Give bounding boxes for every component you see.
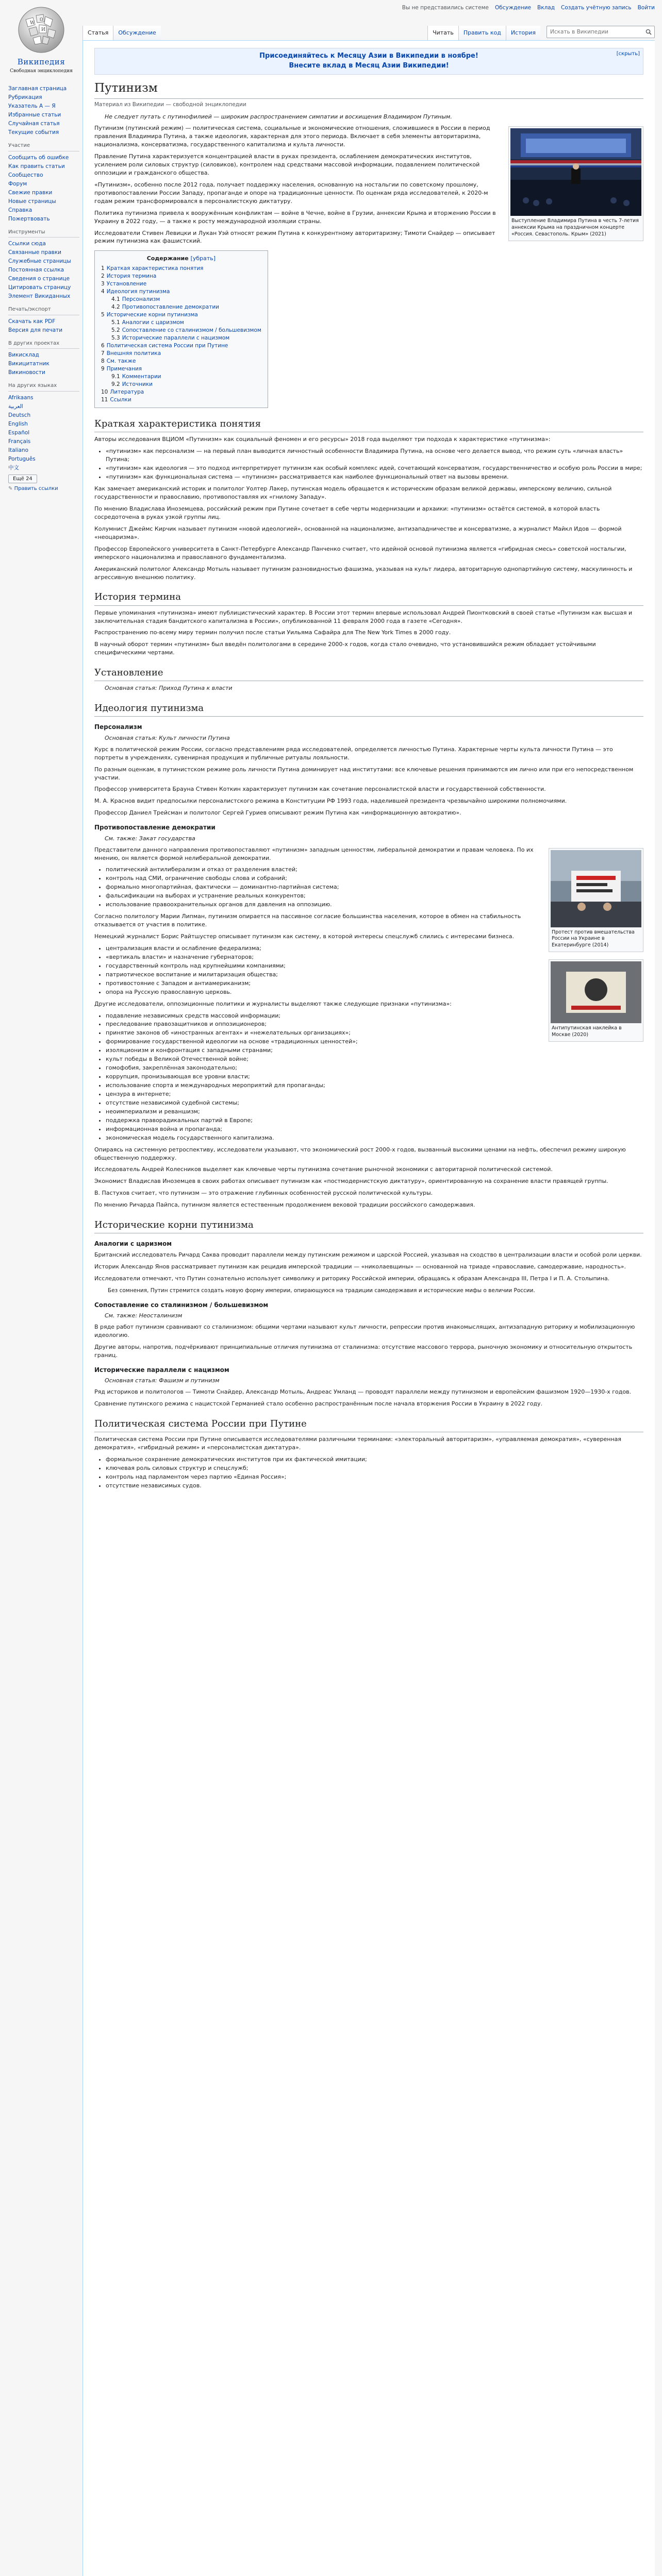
projects-heading: В других проектах xyxy=(8,340,79,349)
toc-link[interactable]: Противопоставление демократии xyxy=(122,304,219,311)
tools-heading: Инструменты xyxy=(8,229,79,238)
toc-number: 9 xyxy=(101,366,105,372)
bullet-item: • подавление независимых средств массовой информации; xyxy=(106,1012,643,1020)
sidebar-nav-item[interactable] xyxy=(8,84,79,93)
paragraph: Ряд историков и политологов — Тимоти Снайдер, Александр Мотыль, Андреас Умланд — проводят параллели между путинизмом и европейским фашизмом 1920—1930-х годов. xyxy=(94,1388,632,1396)
toc-item[interactable] xyxy=(101,388,261,396)
toc-link[interactable]: Исторические корни путинизма xyxy=(106,312,198,318)
toc-number: 6 xyxy=(101,343,105,349)
contributions-link[interactable]: Вклад xyxy=(537,5,555,11)
paragraph: Согласно политологу Марии Липман, путинизм опирается на пассивное согласие большинства населения, которое в обмен на стабильность отказывается от участия в политике. xyxy=(94,913,521,928)
figure-putin-crimea xyxy=(508,126,643,241)
paragraph: Авторы исследования ВЦИОМ «Путинизм» как социальный феномен и его ресурсы» 2018 года выделяют три подхода к характеристике «путинизма»: xyxy=(94,436,551,443)
section-heading: Политическая система России при Путине xyxy=(94,1417,643,1432)
sidebar-participate-item[interactable] xyxy=(8,154,79,162)
paragraph: В. Пастухов считает, что путинизм — это отражение глубинных особенностей русской политической культуры. xyxy=(94,1190,433,1197)
paragraph: Исследователь Андрей Колесников выделяет как ключевые черты путинизма сочетание рыночной экономики с авторитарной политической системой. xyxy=(94,1166,553,1173)
toc-item[interactable] xyxy=(101,334,261,342)
toc-link[interactable]: Установление xyxy=(106,281,147,287)
paragraph: Политическая система России при Путине описывается исследователями различными терминами: «электоральный авторитаризм», «управляемая демократия», «суверенная демократия», «гибридный режим» и «персоналистская диктатура». xyxy=(94,1436,622,1451)
personal-tools xyxy=(91,0,662,16)
sidebar-tools-item[interactable] xyxy=(8,257,79,266)
toc-item[interactable] xyxy=(101,319,261,327)
svg-text:И: И xyxy=(41,27,45,32)
bullet-item: • поддержка праворадикальных партий в Европе; xyxy=(106,1116,643,1125)
sidebar-print-item[interactable] xyxy=(8,317,79,326)
bullet-item: • культ победы в Великой Отечественной войне; xyxy=(106,1055,643,1063)
toc-number: 1 xyxy=(101,265,105,272)
paragraph: Другие авторы, напротив, подчёркивают принципиальные отличия путинизма от сталинизма: отсутствие массового террора, рыночную экономику и относительную открытость границ. xyxy=(94,1343,633,1359)
sidebar-tools-item-link[interactable]: Постоянная ссылка xyxy=(8,267,64,273)
bullet-item: • централизация власти и ослабление федерализма; xyxy=(106,944,643,953)
search-input[interactable] xyxy=(547,27,643,37)
tab-read[interactable]: Читать xyxy=(427,26,458,40)
sidebar-nav-item-link[interactable]: Случайная статья xyxy=(8,121,60,127)
globe-icon xyxy=(15,4,67,56)
sidebar-tools-item-link[interactable]: Ссылки сюда xyxy=(8,241,46,247)
see-also-note: См. также: Закат государства xyxy=(105,835,195,842)
bullet-item: • формально многопартийная, фактически — доминантно-партийная система; xyxy=(106,883,643,891)
sidebar-projects xyxy=(8,340,79,378)
toc-link[interactable]: Аналогии с царизмом xyxy=(122,319,184,326)
notice-line-1[interactable]: Присоединяйтесь к Месяцу Азии в Википедии в ноябре! xyxy=(259,52,478,60)
paragraph: Профессор Европейского университета в Санкт-Петербурге Александр Панченко считает, что идейной основой путинизма является «гибридная смесь» советской ностальгии, имперского национализма и православного фундаментализма. xyxy=(94,545,626,561)
logo-subtitle: Свободная энциклопедия xyxy=(10,68,73,74)
sidebar-nav-item[interactable] xyxy=(8,120,79,128)
bullet-item: • цензура в интернете; xyxy=(106,1090,643,1098)
paragraph: Представители данного направления противопоставляют «путинизм» западным ценностям, либеральной демократии и правам человека. По их мнению, он является формой нелиберальной демократии. xyxy=(94,846,534,861)
bullet-item: • отсутствие независимых судов. xyxy=(106,1482,643,1490)
create-account-link[interactable]: Создать учётную запись xyxy=(561,5,632,11)
paragraph: Сравнение путинского режима с нацистской Германией стало особенно распространённым после начала вторжения России в Украину в 2022 году. xyxy=(94,1400,543,1408)
toc-link[interactable]: Источники xyxy=(122,381,153,388)
toc-link[interactable]: Персонализм xyxy=(122,296,160,303)
bullet-item: • использование спорта и международных мероприятий для пропаганды; xyxy=(106,1081,643,1090)
toc-number: 2 xyxy=(101,273,105,280)
bullet-item: • контроль над парламентом через партию «Единая Россия»; xyxy=(106,1473,643,1481)
main-content xyxy=(82,40,655,2576)
bullet-item: • формирование государственной идеологии на основе «традиционных ценностей»; xyxy=(106,1038,643,1046)
print-heading: Печать/экспорт xyxy=(8,306,79,315)
figure-caption: Антипутинская наклейка в Москве (2020) xyxy=(552,1025,622,1038)
toc-number: 3 xyxy=(101,281,105,287)
paragraph: М. А. Краснов видит предпосылки персоналистского режима в Конституции РФ 1993 года, наделившей президента чрезвычайно широкими полномочиями. xyxy=(94,798,567,805)
sidebar-language-item[interactable] xyxy=(8,394,79,402)
sidebar-nav-item[interactable] xyxy=(8,128,79,137)
toc-link[interactable]: Краткая характеристика понятия xyxy=(106,265,204,272)
section-heading: Идеология путинизма xyxy=(94,702,643,717)
toc-link[interactable]: Политическая система России при Путине xyxy=(106,343,228,349)
sidebar-tools-item[interactable] xyxy=(8,283,79,292)
page-tagline: Материал из Википедии — свободной энциклопедии xyxy=(94,101,246,108)
page-header xyxy=(82,20,662,40)
sidebar-project-item[interactable] xyxy=(8,368,79,377)
intro-paragraph: Исследователи Стивен Левицки и Лукан Уэй относят режим Путина к конкурентному авторитаризму; Тимоти Снайдер — описывает режим путинизма как фашистский. xyxy=(94,229,495,245)
toc-number: 5.3 xyxy=(111,335,120,342)
paragraph: Как замечает американский историк и политолог Уолтер Лакер, путинская модель обращается к историческим образам великой державы, имперскому величию, сильной государственности и православию, противопоставляя их «гнилому Западу». xyxy=(94,485,612,501)
page-title: Путинизм xyxy=(94,80,643,99)
toc-item[interactable] xyxy=(101,296,261,303)
sidebar-print-item[interactable] xyxy=(8,326,79,335)
figure-caption: Протест против вмешательства России на Украине в Екатеринбурге (2014) xyxy=(552,929,635,948)
toc-item[interactable] xyxy=(101,280,261,288)
sidebar-participate-item[interactable] xyxy=(8,215,79,224)
bullet-item: • «путинизм» как идеология — это подход интерпретирует путинизм как особый комплекс идей, сочетающий консерватизм, государственничество и особую роль России в мире; xyxy=(106,464,643,472)
section-heading: Краткая характеристика понятия xyxy=(94,417,643,432)
sidebar-participate-item-link[interactable]: Форум xyxy=(8,180,27,187)
sidebar-language-item-link[interactable]: English xyxy=(8,420,28,427)
toc-number: 5.2 xyxy=(111,327,120,334)
sidebar-tools-item-link[interactable]: Сведения о странице xyxy=(8,276,70,282)
login-link[interactable]: Войти xyxy=(637,5,655,11)
sidebar-nav-item[interactable] xyxy=(8,102,79,111)
tab-talk[interactable]: Обсуждение xyxy=(113,26,160,40)
sidebar-tools-item-link[interactable]: Связанные правки xyxy=(8,249,61,256)
toc-toggle[interactable]: [убрать] xyxy=(190,255,216,262)
sidebar-participate-item[interactable] xyxy=(8,171,79,180)
sidebar-tools-item[interactable] xyxy=(8,240,79,248)
sidebar-participate-item[interactable] xyxy=(8,180,79,189)
tab-edit[interactable]: Править код xyxy=(458,26,506,40)
toc-link[interactable]: Примечания xyxy=(106,366,142,372)
sidebar-participate-item[interactable] xyxy=(8,189,79,197)
paragraph: Другие исследователи, оппозиционные политики и журналисты выделяют также следующие признаки «путинизма»: xyxy=(94,1000,452,1007)
figure-protest xyxy=(549,848,643,952)
toc-link[interactable]: Ссылки xyxy=(110,397,131,403)
toc-item[interactable] xyxy=(101,365,261,373)
more-languages-button[interactable]: Ещё 24 xyxy=(8,474,37,483)
bullet-item: • отсутствие независимой судебной системы; xyxy=(106,1099,643,1107)
subsection-heading: Персонализм xyxy=(94,723,142,731)
toc-link[interactable]: Сопоставление со сталинизмом / большевизмом xyxy=(122,327,261,334)
toc-number: 9.2 xyxy=(111,381,120,388)
tab-history[interactable]: История xyxy=(506,26,540,40)
toc-title: Содержание xyxy=(146,255,189,262)
hide-notice-link[interactable]: [скрыть] xyxy=(616,51,640,57)
not-logged-in-text: Вы не представились системе xyxy=(402,5,489,11)
protest-photo[interactable] xyxy=(551,850,641,927)
toc-number: 10 xyxy=(101,389,108,396)
toc-number: 7 xyxy=(101,350,105,357)
sidebar-language-item-link[interactable]: Português xyxy=(8,455,36,462)
sidebar-language-item[interactable] xyxy=(8,446,79,455)
bullet-item: • гомофобия, закреплённая законодательно; xyxy=(106,1064,643,1072)
sidebar-tools-item[interactable] xyxy=(8,248,79,257)
participate-heading: Участие xyxy=(8,142,79,151)
toc-number: 4.1 xyxy=(111,296,120,303)
hatnote: Не следует путать с путинофилией — широким распространением симпатии и восхищения Владимиром Путиным. xyxy=(105,113,452,121)
paragraph: Американский политолог Александр Мотыль называет путинизм разновидностью фашизма, указывая на культ лидера, авторитарную однопартийную систему, маскулинность и агрессивную внешнюю политику. xyxy=(94,565,633,581)
sidebar-participate-item-link[interactable]: Свежие правки xyxy=(8,189,53,196)
bullet-item: • «путинизм» как функциональная система — «путинизм» рассматривается как наиболее функциональный ответ на вызовы времени. xyxy=(106,473,643,481)
paragraph: Немецкий журналист Борис Райтшустер описывает путинизм как систему, в которой интересы спецслужб слились с интересами бизнеса. xyxy=(94,933,514,940)
pencil-icon: ✎ xyxy=(8,485,13,492)
toc-link[interactable]: Комментарии xyxy=(122,374,161,380)
paragraph: Профессор Даниел Трейсман и политолог Сергей Гуриев описывают режим Путина как «информационную автократию». xyxy=(94,809,461,817)
sidebar-project-item-link[interactable]: Викицитатник xyxy=(8,361,49,367)
sidebar-participate-item-link[interactable]: Новые страницы xyxy=(8,198,56,205)
bullet-item: • изоляционизм и конфронтация с западными странами; xyxy=(106,1046,643,1055)
toc-number: 4 xyxy=(101,289,105,295)
sidebar-language-item[interactable] xyxy=(8,437,79,446)
toc-item[interactable] xyxy=(101,265,261,273)
sidebar-languages xyxy=(8,382,79,493)
toc-item[interactable] xyxy=(101,288,261,296)
intro-paragraph: Правление Путина характеризуется концентрацией власти в руках президента, ослаблением демократических институтов, усилением роли силовых структур (силовиков), контролем над средствами массовой информации, подавлением политической оппозиции и гражданского общества. xyxy=(94,153,480,176)
svg-text:Ω: Ω xyxy=(40,17,43,22)
toc-item[interactable] xyxy=(101,350,261,358)
figure-sticker xyxy=(549,959,643,1042)
subsection-heading: Аналогии с царизмом xyxy=(94,1240,172,1248)
sidebar-tools-item-link[interactable]: Элемент Викиданных xyxy=(8,293,71,299)
sidebar-participate-item-link[interactable]: Как править статьи xyxy=(8,163,65,170)
sidebar-project-item-link[interactable]: Викисклад xyxy=(8,352,39,358)
bullet-item: • использование правоохранительных органов для давления на оппозицию. xyxy=(106,901,643,909)
toc-number: 8 xyxy=(101,358,105,365)
paragraph: Историк Александр Янов рассматривает путинизм как рецидив имперской традиции — «николаевщины» — основанной на триаде «православие, самодержавие, народность». xyxy=(94,1263,626,1270)
bullet-item: • государственный контроль над крупнейшими компаниями; xyxy=(106,962,643,970)
intro-paragraph: Политика путинизма привела к вооружённым конфликтам — войне в Чечне, войне в Грузии, аннексии Крыма и вторжению России в Украину в 2022 году, — а также к росту международной изоляции страны. xyxy=(94,209,496,225)
section-heading: Установление xyxy=(94,666,643,681)
sidebar-tools-item[interactable] xyxy=(8,292,79,301)
toc-item[interactable] xyxy=(101,273,261,280)
search-icon[interactable] xyxy=(643,29,654,35)
section-heading: Исторические корни путинизма xyxy=(94,1218,643,1233)
bullet-item: • опора на Русскую православную церковь. xyxy=(106,988,643,996)
bullet-item: • политический антилиберализм и отказ от разделения властей; xyxy=(106,866,643,874)
table-of-contents xyxy=(94,250,268,408)
sidebar-tools-item[interactable] xyxy=(8,266,79,275)
sidebar-language-item[interactable] xyxy=(8,420,79,429)
bullet-item: • патриотическое воспитание и милитаризация общества; xyxy=(106,971,643,979)
toc-item[interactable] xyxy=(101,373,261,381)
edit-links-link[interactable]: Править ссылки xyxy=(14,485,58,492)
sidebar-nav-item-link[interactable]: Заглавная страница xyxy=(8,86,67,92)
figure-caption: Выступление Владимира Путина в честь 7-летия аннексии Крыма на праздничном концерте «Россия. Севастополь. Крым» (2021) xyxy=(511,218,639,237)
sidebar-participate-item[interactable] xyxy=(8,162,79,171)
sidebar-participate-item-link[interactable]: Пожертвовать xyxy=(8,215,50,222)
paragraph: По мнению Владислава Иноземцева, российский режим при Путине сочетает в себе черты модернизации и архаики: «путинизм» остаётся системой, в которой власть сосредоточена в руках узкой группы лиц. xyxy=(94,505,600,520)
see-also-note: См. также: Неосталинизм xyxy=(105,1312,183,1319)
namespace-tabs xyxy=(82,26,161,40)
talk-link[interactable]: Обсуждение xyxy=(494,5,532,11)
subsection-heading: Противопоставление демократии xyxy=(94,824,216,832)
bullet-item: • фальсификации на выборах и устранение реальных конкурентов; xyxy=(106,892,643,900)
toc-item[interactable] xyxy=(101,303,261,311)
sidebar-project-item[interactable] xyxy=(8,351,79,360)
toc-item[interactable] xyxy=(101,358,261,365)
sticker-photo[interactable] xyxy=(551,961,641,1023)
toc-number: 4.2 xyxy=(111,304,120,311)
paragraph: Колумнист Джеймс Кирчик называет путинизм «новой идеологией», основанной на национализме, антизападничестве и консерватизме, а журналист Майкл Идов — формой «неоцаризма». xyxy=(94,525,622,540)
sidebar-project-item-link[interactable]: Викиновости xyxy=(8,369,45,376)
paragraph: Опираясь на системную ретроспективу, исследователи указывают, что экономический рост 2000-х годов, вызванный высокими ценами на нефть, обеспечил режиму широкую общественную поддержку. xyxy=(94,1146,626,1161)
wikipedia-logo[interactable] xyxy=(5,4,77,81)
sidebar-language-item-link[interactable]: Deutsch xyxy=(8,412,31,418)
toc-item[interactable] xyxy=(101,396,261,404)
bullet-item: • «путинизм» как персонализм — на первый план выводится личностный особенности Владимира Путина, на основе чего делается вывод, что режим суть «личная власть» Путина; xyxy=(106,447,643,464)
sidebar-print-item-link[interactable]: Скачать как PDF xyxy=(8,318,56,325)
bullet-item: • экономическая модель государственного капитализма. xyxy=(106,1134,643,1142)
toc-number: 5 xyxy=(101,312,105,318)
paragraph: Первые упоминания «путинизма» имеют публицистический характер. В России этот термин впервые использовал Андрей Пионтковский в своей статье «Путинизм как высшая и заключительная стадия бандитского капитализма в России», опубликованной 11 февраля 2000 года в газете «Сегодня». xyxy=(94,609,633,624)
sidebar-language-item[interactable] xyxy=(8,411,79,420)
toc-link[interactable]: Идеология путинизма xyxy=(106,289,170,295)
sidebar-participate-item-link[interactable]: Сообщество xyxy=(8,172,43,178)
sidebar-participate-item[interactable] xyxy=(8,206,79,215)
paragraph: Экономист Владислав Иноземцев в своих работах описывает путинизм как «постмодернистскую диктатуру», ориентированную на сохранение власти правящей группы. xyxy=(94,1178,608,1185)
sidebar-language-item[interactable] xyxy=(8,429,79,437)
svg-text:W: W xyxy=(30,21,35,26)
intro-paragraph: «Путинизм», особенно после 2012 года, получает поддержку населения, основанную на ностальгии по советскому прошлому, противопоставлении России Западу, пропаганде и опоре на традиционные ценности. По оценкам ряда исследователей, к 2020-м годам режим трансформировался в персоналистскую диктатуру. xyxy=(94,181,488,205)
toc-link[interactable]: Литература xyxy=(110,389,144,396)
sidebar-language-item-link[interactable]: 中文 xyxy=(8,464,19,471)
subsection-heading: Сопоставление со сталинизмом / большевизмом xyxy=(94,1301,269,1309)
sidebar-language-item-link[interactable]: العربية xyxy=(8,403,23,410)
toc-number: 11 xyxy=(101,397,108,403)
toc-number: 9.1 xyxy=(111,374,120,380)
languages-heading: На других языках xyxy=(8,382,79,392)
paragraph: Курс в политической режим России, согласно представлениям ряда исследователей, определяется личностью Путина. Характерные черты культа личности Путина — это портреты в учреждениях, сувенирная продукция и публичные ритуалы лояльности. xyxy=(94,745,613,761)
sidebar-language-item-link[interactable]: Italiano xyxy=(8,447,28,453)
bullet-item: • информационная война и пропаганда; xyxy=(106,1125,643,1133)
paragraph: Британский исследователь Ричард Саква проводит параллели между путинским режимом и царской Россией, указывая на сходство в централизации власти и особой роли церкви. xyxy=(94,1251,642,1258)
paragraph: Профессор университета Брауна Стивен Коткин характеризует путинизм как сочетание персоналистской власти и государственной собственности. xyxy=(94,786,546,793)
toc-item[interactable] xyxy=(101,311,261,319)
section-heading: История термина xyxy=(94,590,643,605)
paragraph: По мнению Ричарда Пайпса, путинизм является естественным продолжением вековой традиции российского самодержавия. xyxy=(94,1201,475,1209)
toc-link[interactable]: Исторические параллели с нацизмом xyxy=(122,335,230,342)
main-article-note: Основная статья: Культ личности Путина xyxy=(105,734,230,741)
paragraph: Распространению по-всему миру термин получил после статьи Уильяма Сафайра для The New York Times в 2000 году. xyxy=(94,629,451,636)
bullet-item: • «вертикаль власти» и назначение губернаторов; xyxy=(106,953,643,961)
sidebar-tools-item[interactable] xyxy=(8,275,79,283)
sidebar-participate xyxy=(8,142,79,224)
sidebar-nav-item-link[interactable]: Указатель А — Я xyxy=(8,103,56,109)
notice-line-2[interactable]: Внесите вклад в Месяц Азии Википедии! xyxy=(289,61,449,70)
toc-item[interactable] xyxy=(101,342,261,350)
sidebar-print-item-link[interactable]: Версия для печати xyxy=(8,327,63,333)
bullet-item: • ключевая роль силовых структур и спецслужб; xyxy=(106,1464,643,1472)
sidebar-nav-item[interactable] xyxy=(8,111,79,120)
logo-title: Википедия xyxy=(17,57,65,66)
toc-link[interactable]: См. также xyxy=(106,358,136,365)
sidebar-language-item[interactable] xyxy=(8,402,79,411)
tab-article[interactable]: Статья xyxy=(82,26,113,40)
toc-number: 5.1 xyxy=(111,319,120,326)
toc-link[interactable]: Внешняя политика xyxy=(106,350,161,357)
main-article-note: Основная статья: Приход Путина к власти xyxy=(105,685,233,692)
toc-link[interactable]: История термина xyxy=(106,273,157,280)
bullet-item: • формальное сохранение демократических институтов при их фактической имитации; xyxy=(106,1455,643,1464)
subsection-heading: Исторические параллели с нацизмом xyxy=(94,1366,229,1374)
paragraph: Исследователи отмечают, что Путин сознательно использует символику и риторику Российской империи, обращаясь к образам Александра III, Петра I и П. А. Столыпина. xyxy=(94,1275,610,1282)
paragraph: В ряде работ путинизм сравнивают со сталинизмом: общими чертами называют культ личности, репрессии против инакомыслящих, антизападную риторику и мобилизационную идеологию. xyxy=(94,1324,635,1338)
toc-item[interactable] xyxy=(101,327,261,334)
blockquote: Без сомнения, Путин стремится создать новую форму империи, опирающуюся на традиции самодержавия и исторические мифы о величии России. xyxy=(108,1287,535,1294)
view-tabs xyxy=(427,26,540,40)
sidebar-navigation xyxy=(8,84,79,137)
sidebar-nav-item-link[interactable]: Текущие события xyxy=(8,129,59,135)
sidebar-language-item[interactable] xyxy=(8,464,79,472)
sidebar-language-item[interactable] xyxy=(8,455,79,464)
sidebar-tools xyxy=(8,229,79,301)
sidebar-language-item-link[interactable]: Afrikaans xyxy=(8,394,34,401)
intro-paragraph: Путинизм (путинский режим) — политическая система, социальные и экономические отношения, сложившиеся в России в период правления Владимира Путина, а также идеология, характерная для этого периода. Включает в себя элементы авторитаризма, национализма, консерватизма, государственного капитализма и культа личности. xyxy=(94,125,490,148)
concert-photo[interactable] xyxy=(510,128,641,216)
sidebar-nav-item-link[interactable]: Рубрикация xyxy=(8,94,42,100)
bullet-item: • преследование правозащитников и оппозиционеров; xyxy=(106,1020,643,1028)
sidebar xyxy=(0,0,82,2576)
sidebar-participate-item-link[interactable]: Сообщить об ошибке xyxy=(8,154,69,161)
paragraph: По разным оценкам, в путинистском режиме роль личности Путина доминирует над институтами: все ключевые решения принимаются им лично или при его непосредственном участии. xyxy=(94,766,634,781)
sidebar-language-item-link[interactable]: Français xyxy=(8,438,31,445)
sidebar-project-item[interactable] xyxy=(8,360,79,368)
sidebar-language-item-link[interactable]: Español xyxy=(8,429,30,436)
sidebar-tools-item-link[interactable]: Цитировать страницу xyxy=(8,284,71,291)
sidebar-participate-item[interactable] xyxy=(8,197,79,206)
bullet-item: • принятие законов об «иностранных агентах» и «нежелательных организациях»; xyxy=(106,1029,643,1037)
bullet-item: • коррупция, пронизывающая все уровни власти; xyxy=(106,1073,643,1081)
paragraph: В научный оборот термин «путинизм» был введён политологами в середине 2000-х годов, когда стало очевидно, что установившийся режим обладает устойчивыми специфическими чертами. xyxy=(94,641,596,656)
main-article-note: Основная статья: Фашизм и путинизм xyxy=(105,1377,220,1384)
sidebar-nav-item[interactable] xyxy=(8,93,79,102)
search-box xyxy=(547,26,655,38)
toc-item[interactable] xyxy=(101,381,261,388)
sidebar-tools-item-link[interactable]: Служебные страницы xyxy=(8,258,71,264)
bullet-item: • противостояние с Западом и антиамериканизм; xyxy=(106,979,643,988)
sidebar-participate-item-link[interactable]: Справка xyxy=(8,207,32,213)
sidebar-print xyxy=(8,306,79,335)
site-notice-banner xyxy=(94,48,643,75)
bullet-item: • контроль над СМИ, ограничение свободы слова и собраний; xyxy=(106,874,643,883)
bullet-item: • неоимпериализм и реваншизм; xyxy=(106,1108,643,1116)
sidebar-nav-item-link[interactable]: Избранные статьи xyxy=(8,112,61,118)
